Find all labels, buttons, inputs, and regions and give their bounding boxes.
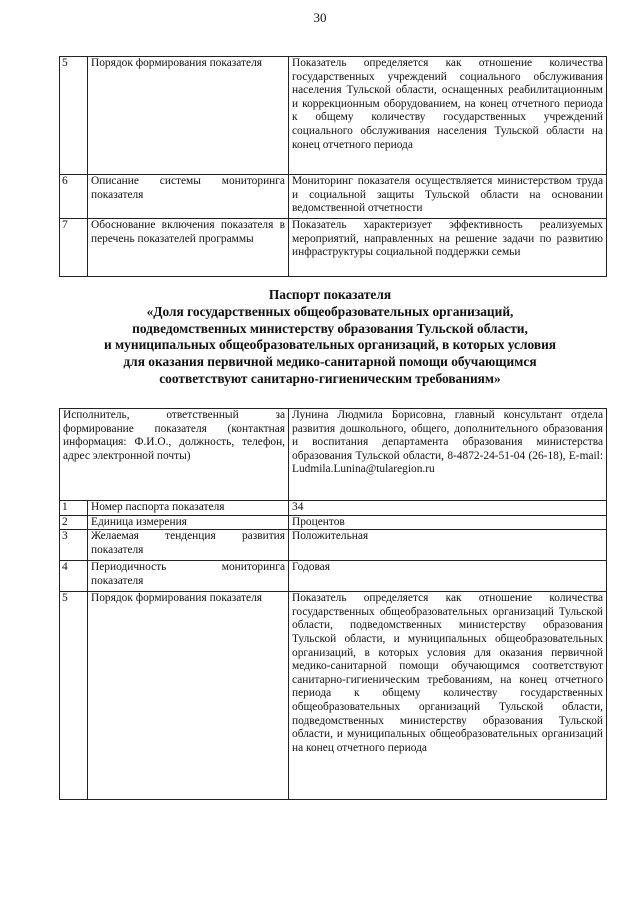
row-label: Порядок формирования показателя [88,592,289,800]
row-value: Показатель определяется как отношение количества государственных общеобразовательных организаций Тульской области, подведомственных министерству образования Тульской области, и муниципальных общеобразовательных организаций, в которых условия для оказания первичной медико-санитарной помощи обучающимся соответствуют санитарно-гигиеническим требованиям, на конец отчетного периода к общему количеству государственных общеобразовательных организаций Тульской области, подведомственных министерству образования Тульской области, и муниципальных общеобразовательных организаций на конец отчетного периода [289,592,607,800]
row-number: 2 [60,515,88,530]
row-value: Процентов [289,515,607,530]
row-label: Желаемая тенденция развития показателя [88,530,289,561]
row-value: Мониторинг показателя осуществляется министерством труда и социальной защиты Тульской области на основании ведомственной отчетности [289,175,607,219]
row-number: 4 [60,561,88,592]
passport-title-line: соответствуют санитарно-гигиеническим требованиям» [159,370,501,386]
row-label: Порядок формирования показателя [88,57,289,175]
passport-title-line: «Доля государственных общеобразовательных организаций, [146,303,514,319]
row-number: 5 [60,57,88,175]
indicator-table-continued [59,56,607,277]
executor-label: Исполнитель, ответственный за формирование показателя (контактная информация: Ф.И.О., должность, телефон, адрес электронной почты) [60,409,289,501]
table-row [60,409,607,501]
row-value: Годовая [289,561,607,592]
row-number: 7 [60,219,88,277]
row-number: 6 [60,175,88,219]
row-number: 5 [60,592,88,800]
table-row [60,561,607,592]
row-value: Показатель характеризует эффективность реализуемых мероприятий, направленных на решение задачи по развитию инфраструктуры социальной поддержки семьи [289,219,607,277]
row-label: Номер паспорта показателя [88,501,289,516]
table-row [60,175,607,219]
row-value: Показатель определяется как отношение количества государственных учреждений социального обслуживания населения Тульской области, оснащенных реабилитационным и коррекционным оборудованием, на конец отчетного периода к общему количеству государственных учреждений социального обслуживания населения Тульской области на конец отчетного периода [289,57,607,175]
row-label: Периодичность мониторинга показателя [88,561,289,592]
passport-title-line: Паспорт показателя [268,287,392,302]
row-value: 34 [289,501,607,516]
passport-title [40,287,620,388]
table-row [60,219,607,277]
executor-value: Лунина Людмила Борисовна, главный консультант отдела развития дошкольного, общего, дополнительного образования и воспитания департамента образования министерства образования Тульской области, 8-4872-24-51-04 (26-18), E-mail: Ludmila.Lunina@tularegion.ru [289,409,607,501]
table-row [60,57,607,175]
passport-title-line: подведомственных министерству образования Тульской области, [132,320,528,336]
table-row [60,530,607,561]
row-label: Обоснование включения показателя в перечень показателей программы [88,219,289,277]
table-row [60,501,607,516]
page-number: 30 [313,10,327,25]
table-row [60,515,607,530]
passport-title-line: и муниципальных общеобразовательных организаций, в которых условия [103,337,557,353]
row-label: Единица измерения [88,515,289,530]
table-row [60,592,607,800]
passport-title-line: для оказания первичной медико-санитарной помощи обучающимся [123,354,537,370]
row-value: Положительная [289,530,607,561]
row-label: Описание системы мониторинга показателя [88,175,289,219]
row-number: 3 [60,530,88,561]
row-number: 1 [60,501,88,516]
passport-table [59,408,607,800]
